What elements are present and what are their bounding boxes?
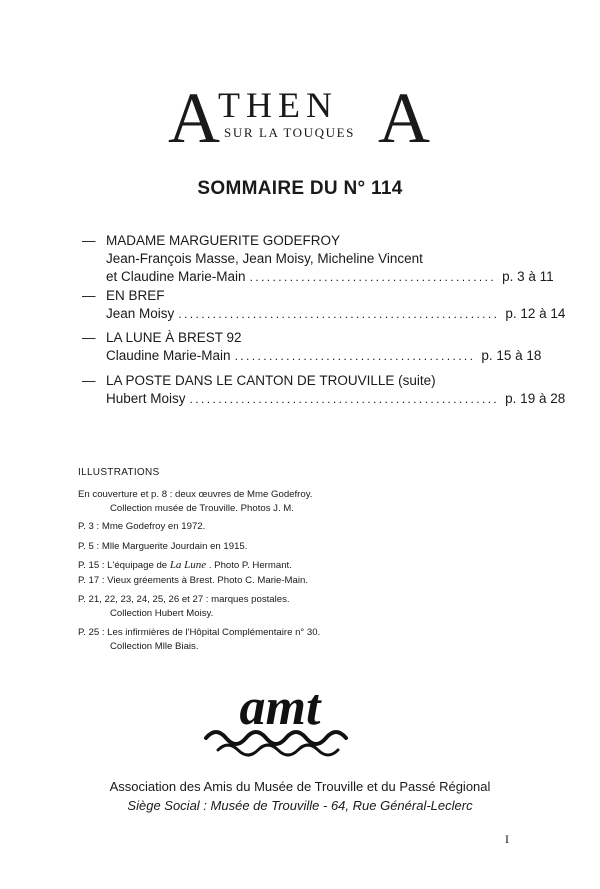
toc-title: EN BREF bbox=[106, 288, 165, 303]
toc-item bbox=[82, 329, 542, 365]
logo-text: amt bbox=[239, 679, 321, 736]
association-address: Siège Social : Musée de Trouville - 64, Rue Général-Leclerc bbox=[127, 798, 473, 813]
toc-title: LA POSTE DANS LE CANTON DE TROUVILLE (suite) bbox=[106, 373, 436, 388]
illustrations-heading: ILLUSTRATIONS bbox=[78, 467, 160, 478]
toc-author: Hubert Moisy bbox=[106, 391, 186, 406]
page-number: I bbox=[505, 832, 509, 846]
illustration-credit: P. 15 : L'équipage de La Lune . Photo P. Hermant. bbox=[78, 559, 292, 571]
illustration-credit: P. 17 : Vieux gréements à Brest. Photo C. Marie-Main. bbox=[78, 575, 309, 586]
ship-name: La Lune bbox=[169, 559, 207, 571]
toc-author: Jean Moisy bbox=[106, 306, 175, 321]
toc-dash: — bbox=[82, 330, 96, 345]
toc-page: p. 19 à 28 bbox=[505, 391, 566, 406]
illustration-credit: En couverture et p. 8 : deux œuvres de Mme Godefroy. Collection musée de Trouville. Photos J. M. bbox=[78, 489, 313, 514]
toc-leader-dots: ........................................................ bbox=[178, 307, 500, 321]
toc-title: LA LUNE À BREST 92 bbox=[106, 330, 242, 345]
masthead-initial: A bbox=[168, 78, 220, 158]
toc-dash: — bbox=[82, 288, 96, 303]
toc-page: p. 15 à 18 bbox=[481, 348, 542, 363]
toc-page: p. 12 à 14 bbox=[505, 306, 566, 321]
toc-page: p. 3 à 11 bbox=[502, 269, 554, 284]
toc-item bbox=[82, 372, 566, 408]
toc-item bbox=[82, 287, 566, 323]
illustration-credit: P. 21, 22, 23, 24, 25, 26 et 27 : marques postales. Collection Hubert Moisy. bbox=[78, 594, 290, 619]
toc-dash: — bbox=[82, 233, 96, 248]
masthead-middle: THEN bbox=[218, 85, 338, 125]
association-logo bbox=[200, 680, 360, 760]
toc-author: Claudine Marie-Main bbox=[106, 348, 231, 363]
page-title: SOMMAIRE DU N° 114 bbox=[197, 178, 403, 199]
toc-leader-dots: ...................................................... bbox=[189, 392, 500, 406]
toc-author: et Claudine Marie-Main bbox=[106, 269, 246, 284]
toc-leader-dots: ........................................... bbox=[249, 270, 497, 284]
toc-item bbox=[82, 232, 554, 286]
masthead-subtitle: SUR LA TOUQUES bbox=[224, 125, 355, 140]
association-name: Association des Amis du Musée de Trouville et du Passé Régional bbox=[109, 779, 491, 794]
masthead-final: A bbox=[378, 78, 430, 158]
masthead bbox=[168, 78, 438, 158]
toc-leader-dots: .......................................... bbox=[234, 349, 476, 363]
toc-dash: — bbox=[82, 373, 96, 388]
toc-title: MADAME MARGUERITE GODEFROY bbox=[106, 233, 341, 248]
illustration-credit: P. 25 : Les infirmières de l'Hôpital Complémentaire n° 30. Collection Mlle Biais. bbox=[78, 627, 321, 652]
illustration-credit: P. 5 : Mlle Marguerite Jourdain en 1915. bbox=[78, 541, 248, 552]
illustration-credit: P. 3 : Mme Godefroy en 1972. bbox=[78, 521, 206, 532]
toc-authors: Jean-François Masse, Jean Moisy, Micheline Vincent bbox=[106, 251, 423, 266]
